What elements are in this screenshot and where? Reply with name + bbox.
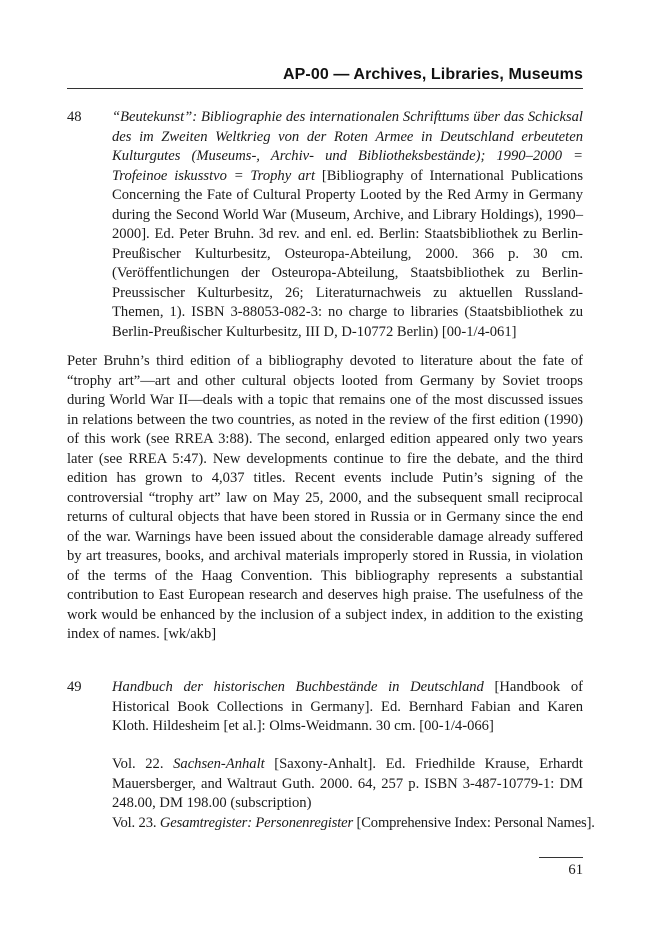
- volume-details: [Comprehensive Index: Personal Names].: [353, 815, 595, 831]
- header-rule: [67, 88, 583, 89]
- volume-details: [Saxony-Anhalt]. Ed. Friedhilde Krause, Erhardt Mauersberger, and Waltraut Guth. 2000. 64, 257 p. ISBN 3-487-10779-1: DM 248.00, DM 198.00 (subscription): [112, 756, 583, 811]
- entry-details: [Bibliography of International Publications Concerning the Fate of Cultural Property Looted by the Red Army in Germany during the Second World War (Museum, Archive, and Library Holdings), 1990–2000]. Ed. Peter Bruhn. 3d rev. and enl. ed. Berlin: Staatsbibliothek zu Berlin-Preußischer Kulturbesitz, Osteuropa-Abteilung, 2000. 366 p. 30 cm. (Veröffentlichungen der Osteuropa-Abteilung, Staatsbibliothek zu Berlin-Preussischer Kulturbesitz, 26; Literaturnachweis zu aktuellen Russland-Themen, 1). ISBN 3-88053-082-3: no charge to libraries (Staatsbibliothek zu Berlin-Preußischer Kulturbesitz, III D, D-10772 Berlin) [00-1/4-061]: [112, 167, 584, 340]
- page-number: 61: [568, 862, 583, 878]
- entry-details: [Handbook of Historical Book Collections in Germany]. Ed. Bernhard Fabian and Karen Kloth. Hildesheim [et al.]: Olms-Weidmann. 30 cm. [00-1/4-066]: [112, 679, 583, 734]
- entry-number: 49: [67, 679, 82, 695]
- volume-prefix: Vol. 22.: [112, 756, 174, 772]
- entry-48: [67, 108, 583, 342]
- entry-citation: [112, 678, 583, 737]
- volume-citation: [112, 755, 583, 814]
- volume-prefix: Vol. 23.: [112, 815, 160, 831]
- volume-22: [67, 755, 583, 814]
- volume-citation: [112, 814, 595, 834]
- volume-23: [67, 814, 595, 834]
- running-header-title: AP-00 — Archives, Libraries, Museums: [282, 66, 583, 83]
- review-paragraph: Peter Bruhn’s third edition of a bibliography devoted to literature about the fate of “trophy art”—art and other cultural objects looted from Germany by Soviet troops during World War II—deals with a topic that remains one of the most discussed issues in relations between the two countries, as noted in the review of the first edition (1990) of this work (see RREA 3:88). The second, enlarged edition appeared only two years later (see RREA 5:47). New developments continue to fire the debate, and the third edition has grown to 4,037 titles. Recent events include Putin’s signing of the controversial “trophy art” law on May 25, 2000, and the subsequent small reciprocal returns of cultural objects that have been stored in Russia or in Germany since the end of the war. Warnings have been issued about the considerable damage already suffered by art treasures, books, and archival materials improperly stored in Russia, in violation of the terms of the Haag Convention. This bibliography represents a substantial contribution to East European research and deserves high praise. The usefulness of the work would be enhanced by the inclusion of a subject index, in addition to the existing index of names. [wk/akb]: [67, 353, 583, 642]
- entry-title: “Beutekunst”: Bibliographie des internationalen Schrifttums über das Schicksal des im Zweiten Weltkrieg von der Roten Armee in Deutschland erbeuteten Kulturgutes (Museums-, Archiv- und Bibliotheksbestände); 1990–2000 = Trofeinoe iskusstvo = Trophy art: [112, 109, 583, 184]
- entry-number: 48: [67, 109, 82, 125]
- entry-title: Handbuch der historischen Buchbestände in Deutschland: [112, 679, 484, 695]
- entry-citation: [112, 108, 583, 342]
- footer-rule: [539, 857, 583, 858]
- volume-title: Gesamtregister: Personenregister: [159, 815, 353, 831]
- volume-title: Sachsen-Anhalt: [173, 756, 265, 772]
- entry-49: [67, 678, 583, 737]
